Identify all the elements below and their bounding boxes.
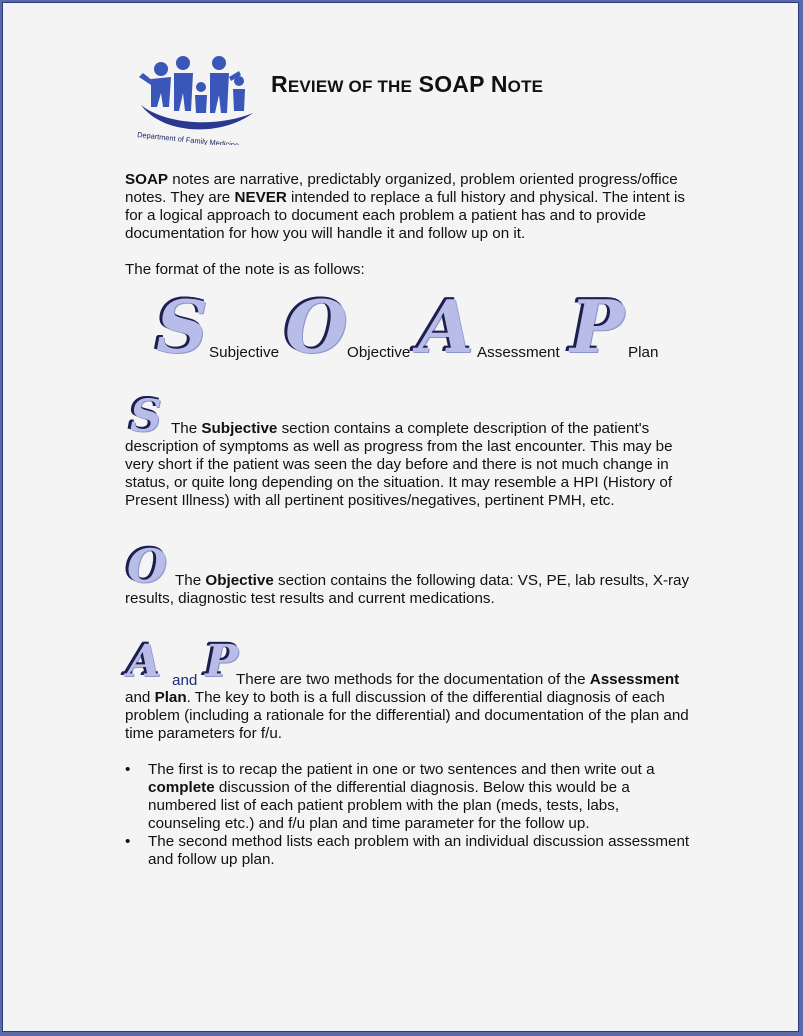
- intro-paragraph: SOAP notes are narrative, predictably organized, problem oriented progress/office notes. They are NEVER intended to replace a full history and physical. The intent is for a logical approach to document each problem a patient has and to provide documentation for how you will handle it and follow up on it.: [125, 171, 686, 242]
- assessment-plan-paragraph: There are two methods for the documentation of the Assessment and Plan. The key to both is a full discussion of the differential diagnosis of each problem (including a rationale for the differential) and documentation of the plan and time parameters for f/u.: [125, 671, 689, 742]
- svg-text:Department of Family Medicine: Department of Family Medicine: [136, 130, 240, 145]
- label-objective: Objective: [347, 344, 411, 361]
- big-letter-o: O: [285, 284, 348, 369]
- bullet-icon: •: [125, 761, 131, 778]
- bullet-icon: •: [125, 833, 131, 850]
- big-letter-s: S: [156, 284, 208, 369]
- label-plan: Plan: [628, 344, 659, 361]
- label-subjective: Subjective: [209, 344, 280, 361]
- document-page: [2, 2, 799, 1032]
- list-item: • The second method lists each problem with an individual discussion assessment and follow up plan.: [125, 833, 690, 868]
- section-letter-p: P: [205, 636, 239, 687]
- objective-paragraph: The Objective section contains the following data: VS, PE, lab results, X-ray results, diagnostic test results and current medications.: [125, 572, 690, 607]
- department-logo: [133, 53, 258, 145]
- format-line: The format of the note is as follows:: [125, 261, 365, 278]
- methods-list: [125, 761, 695, 869]
- big-letter-a: A: [418, 284, 474, 369]
- section-letter-s: S: [130, 391, 162, 442]
- subjective-paragraph: The Subjective section contains a complete description of the patient's description of symptoms as well as progress from the last encounter. This may be very short if the patient was seen the day before and there is not much change in status, or quite long depending on the situation. It may resemble a HPI (History of Present Illness) with all pertinent positives/negatives, pertinent PMH, etc.: [125, 420, 673, 509]
- label-assessment: Assessment: [477, 344, 560, 361]
- section-letter-o: O: [127, 539, 168, 593]
- section-letter-a: A: [127, 636, 162, 687]
- page-title: REVIEW OF THE SOAP NOTE: [271, 71, 544, 97]
- and-word: and: [172, 672, 198, 689]
- family-figures-icon: [133, 53, 258, 145]
- list-item: • The first is to recap the patient in one or two sentences and then write out a complete discussion of the differential diagnosis. Below this would be a numbered list of each patient problem with the plan (meds, tests, labs, counseling etc.) and f/u plan and time parameter for the follow up.: [125, 761, 655, 832]
- big-letter-p: P: [570, 284, 625, 369]
